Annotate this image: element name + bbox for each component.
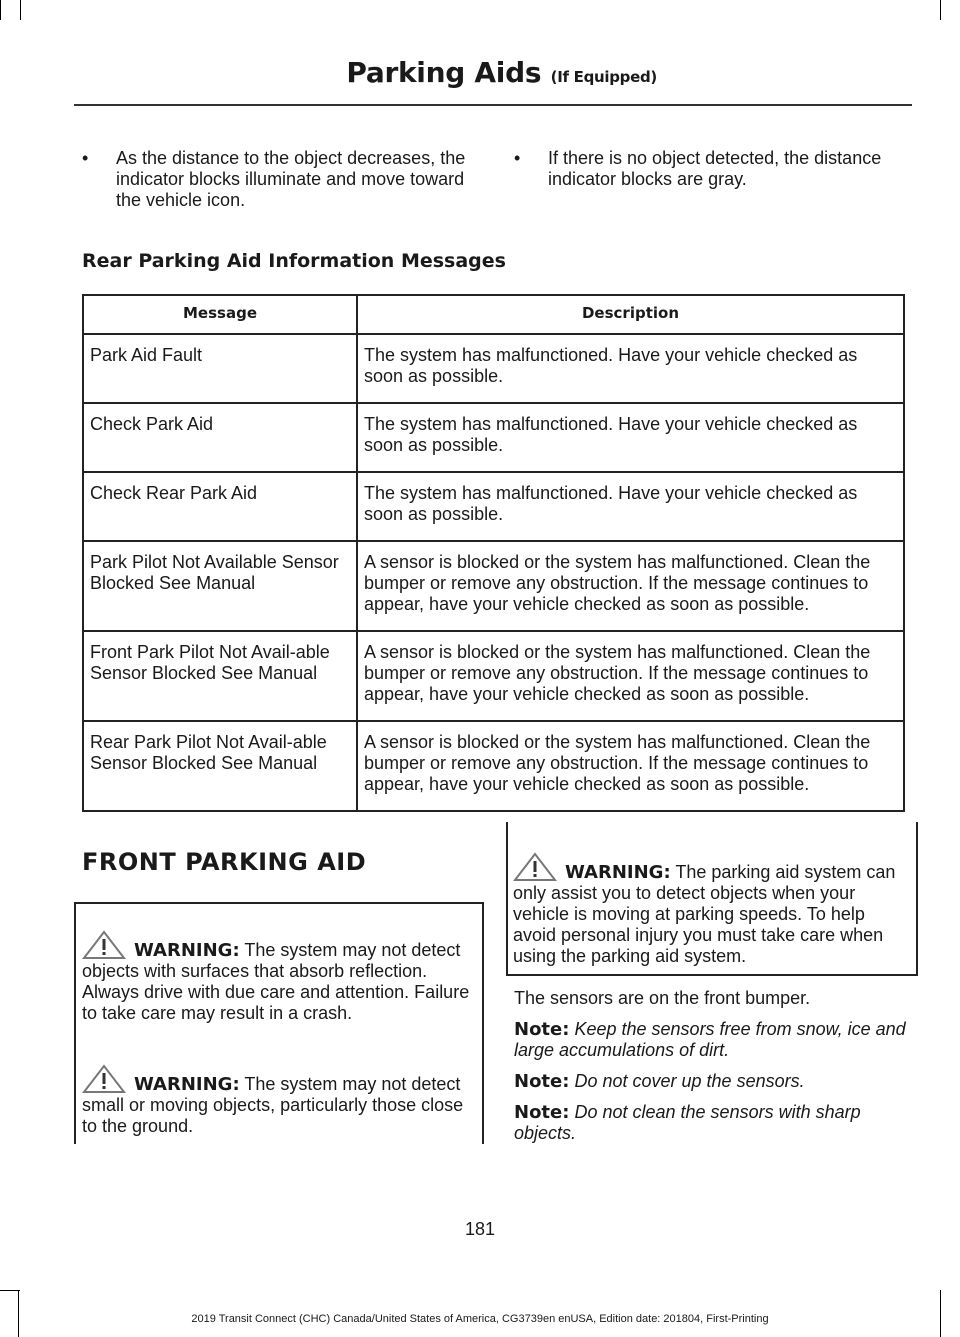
table-row [83, 541, 904, 631]
message-cell: Front Park Pilot Not Avail-able Sensor Blocked See Manual [83, 631, 357, 721]
footer-text: 2019 Transit Connect (CHC) Canada/United States of America, CG3739en enUSA, Edition date: 201804, First-Printing [191, 1313, 769, 1325]
description-cell: The system has malfunctioned. Have your vehicle checked as soon as possible. [357, 334, 904, 403]
crop-mark [0, 0, 1, 20]
description-cell: The system has malfunctioned. Have your vehicle checked as soon as possible. [357, 472, 904, 541]
warning-triangle-icon [82, 930, 126, 960]
note-label: Note: [514, 1071, 570, 1092]
sensors-text: The sensors are on the front bumper. [514, 988, 811, 1008]
message-cell: Park Pilot Not Available Sensor Blocked See Manual [83, 541, 357, 631]
column-header: Message [83, 295, 357, 334]
table-row [83, 472, 904, 541]
crop-mark [0, 1290, 20, 1291]
note-label: Note: [514, 1102, 570, 1123]
note [514, 1071, 909, 1092]
warning-label: WARNING: [134, 1074, 240, 1095]
page-title: Parking Aids [346, 56, 542, 89]
description-cell: A sensor is blocked or the system has malfunctioned. Clean the bumper or remove any obstruction. If the message continues to appear, have your vehicle checked as soon as possible. [357, 541, 904, 631]
note [514, 1019, 909, 1061]
messages-table [82, 294, 905, 812]
warning-item [82, 1064, 474, 1137]
note [514, 1102, 909, 1144]
message-cell: Check Rear Park Aid [83, 472, 357, 541]
warning-item [82, 930, 474, 1024]
warning-label: WARNING: [565, 862, 671, 883]
column-header: Description [357, 295, 904, 334]
crop-mark [20, 0, 21, 20]
page-subtitle: (If Equipped) [550, 68, 657, 86]
note-label: Note: [514, 1019, 570, 1040]
front-parking-heading: FRONT PARKING AID [82, 848, 367, 876]
warning-text: The system may not detect small or moving objects, particularly those close to the ground. [82, 1074, 464, 1136]
description-cell: A sensor is blocked or the system has malfunctioned. Clean the bumper or remove any obstruction. If the message continues to appear, have your vehicle checked as soon as possible. [357, 631, 904, 721]
header-rule [74, 104, 912, 106]
message-cell: Park Aid Fault [83, 334, 357, 403]
page-number: 181 [464, 1219, 496, 1239]
bullet-marker: • [514, 148, 521, 168]
crop-mark [940, 0, 941, 20]
message-cell: Check Park Aid [83, 403, 357, 472]
warning-triangle-icon [82, 1064, 126, 1094]
page-header [346, 56, 657, 89]
bullet-text: If there is no object detected, the distance indicator blocks are gray. [548, 148, 882, 189]
message-cell: Rear Park Pilot Not Avail-able Sensor Blocked See Manual [83, 721, 357, 811]
section-heading: Rear Parking Aid Information Messages [82, 250, 506, 272]
warning-text: The system may not detect objects with surfaces that absorb reflection. Always drive with due care and attention. Failure to take care may result in a crash. [82, 940, 470, 1023]
warning-item [513, 852, 909, 967]
note-text: Do not clean the sensors with sharp objects. [514, 1102, 861, 1143]
table-header-row [83, 295, 904, 334]
note-text: Do not cover up the sensors. [574, 1071, 805, 1091]
warning-triangle-icon [513, 852, 557, 882]
table-row [83, 334, 904, 403]
note-text: Keep the sensors free from snow, ice and large accumulations of dirt. [514, 1019, 906, 1060]
bullet-text: As the distance to the object decreases, the indicator blocks illuminate and move toward the vehicle icon. [116, 148, 466, 210]
bullet-marker: • [82, 148, 89, 168]
description-cell: The system has malfunctioned. Have your vehicle checked as soon as possible. [357, 403, 904, 472]
description-cell: A sensor is blocked or the system has malfunctioned. Clean the bumper or remove any obstruction. If the message continues to appear, have your vehicle checked as soon as possible. [357, 721, 904, 811]
warning-label: WARNING: [134, 940, 240, 961]
warning-text: The parking aid system can only assist you to detect objects when your vehicle is moving at parking speeds. To help avoid personal injury you must take care when using the parking aid system. [513, 862, 896, 966]
table-row [83, 403, 904, 472]
table-row [83, 631, 904, 721]
table-row [83, 721, 904, 811]
